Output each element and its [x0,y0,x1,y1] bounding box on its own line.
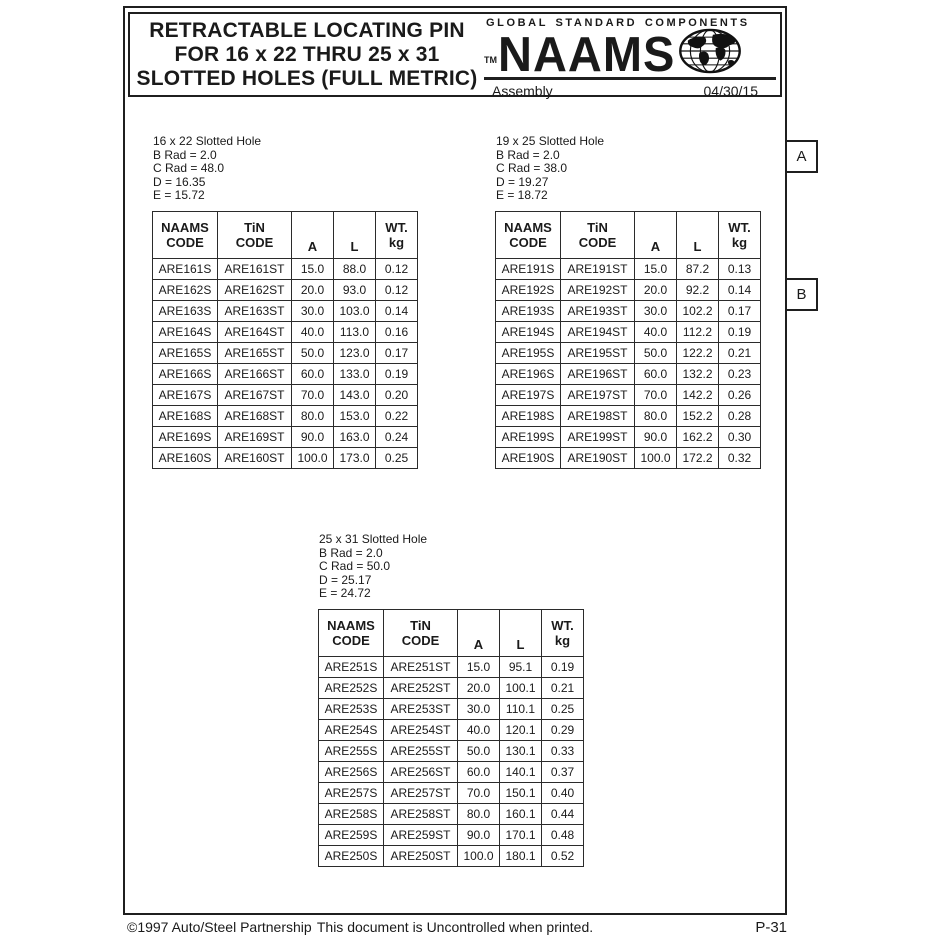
table-cell: 60.0 [635,363,677,384]
table-cell: ARE256ST [384,761,458,782]
table-cell: ARE161ST [218,258,292,279]
table-row [496,279,761,300]
text-line: C Rad = 38.0 [496,161,568,175]
table-cell: 170.1 [500,824,542,845]
zone-marker-a-label: A [796,148,807,165]
hole-spec-info [153,135,418,203]
table-cell: ARE255S [319,740,384,761]
table-row [496,426,761,447]
globe-icon [678,28,742,74]
table-cell: ARE163ST [218,300,292,321]
table-cell: 0.13 [719,258,761,279]
table-cell: ARE250S [319,845,384,866]
table-cell: ARE164ST [218,321,292,342]
table-cell: 60.0 [292,363,334,384]
table-row [496,363,761,384]
column-header-tin-code: TiN CODE [384,609,458,656]
table-cell: 95.1 [500,656,542,677]
table-cell: ARE252ST [384,677,458,698]
table-cell: 0.19 [542,656,584,677]
table-row [496,321,761,342]
header-row [153,211,418,258]
column-header-l: L [500,609,542,656]
table-cell: 40.0 [292,321,334,342]
table-cell: ARE160ST [218,447,292,468]
table-cell: 0.19 [719,321,761,342]
table-row [153,405,418,426]
table-row [319,677,584,698]
trademark-symbol: TM [484,55,497,65]
table-cell: 0.52 [542,845,584,866]
table-row [496,405,761,426]
text-line: B Rad = 2.0 [153,147,217,162]
table-cell: 160.1 [500,803,542,824]
table-cell: ARE166ST [218,363,292,384]
table-cell: ARE165ST [218,342,292,363]
table-cell: 80.0 [458,803,500,824]
table-cell: 150.1 [500,782,542,803]
table-cell: 40.0 [635,321,677,342]
uncontrolled-notice: This document is Uncontrolled when printed. [316,919,594,935]
column-header-a: A [635,211,677,258]
table-row [153,321,418,342]
table-cell: 87.2 [677,258,719,279]
table-row [319,761,584,782]
table-cell: 20.0 [458,677,500,698]
column-header-wt: WT. kg [542,609,584,656]
table-cell: 102.2 [677,300,719,321]
table-cell: ARE192S [496,279,561,300]
table-cell: ARE258S [319,803,384,824]
table-cell: 0.40 [542,782,584,803]
table-cell: 15.0 [458,656,500,677]
table-cell: 30.0 [292,300,334,321]
assembly-label: Assembly [492,83,553,99]
table-row [319,719,584,740]
table-cell: ARE258ST [384,803,458,824]
table-cell: 0.17 [719,300,761,321]
table-cell: ARE169S [153,426,218,447]
brand-subrow [484,80,776,99]
table-row [496,384,761,405]
table-row [153,279,418,300]
zone-marker-b [785,278,818,311]
table-cell: 0.21 [719,342,761,363]
column-header-tin-code: TiN CODE [561,211,635,258]
table-cell: 30.0 [635,300,677,321]
text-line: RETRACTABLE LOCATING PIN [149,18,465,42]
table-row [153,258,418,279]
table-cell: ARE257S [319,782,384,803]
text-line: SLOTTED HOLES (FULL METRIC) [136,66,478,90]
hole-spec-info [319,533,584,601]
table-row [153,426,418,447]
table-cell: 152.2 [677,405,719,426]
table-cell: 90.0 [292,426,334,447]
table-cell: ARE196S [496,363,561,384]
text-line: B Rad = 2.0 [319,545,383,560]
table-cell: ARE253S [319,698,384,719]
table-cell: 20.0 [635,279,677,300]
table-cell: ARE194S [496,321,561,342]
table-cell: ARE256S [319,761,384,782]
table-cell: 92.2 [677,279,719,300]
brand-row [484,25,776,82]
column-header-l: L [334,211,376,258]
table-cell: 80.0 [635,405,677,426]
table-cell: 15.0 [292,258,334,279]
table-row [319,824,584,845]
column-header-l: L [677,211,719,258]
table-cell: ARE259ST [384,824,458,845]
text-line: C Rad = 50.0 [319,559,391,573]
table-row [319,782,584,803]
document-header [128,12,782,97]
table-cell: 50.0 [635,342,677,363]
document-border [123,6,787,915]
table-cell: 50.0 [458,740,500,761]
brand-name: NAAMS [498,25,676,82]
zone-marker-b-label: B [796,286,807,303]
table-cell: 100.0 [635,447,677,468]
table-cell: 70.0 [458,782,500,803]
table-cell: ARE162ST [218,279,292,300]
table-cell: 180.1 [500,845,542,866]
table-row [496,342,761,363]
spec-table-19x25 [495,211,761,469]
table-cell: ARE192ST [561,279,635,300]
table-cell: ARE199ST [561,426,635,447]
table-cell: 0.33 [542,740,584,761]
table-cell: 0.28 [719,405,761,426]
text-line: D = 19.27 [496,174,549,189]
table-cell: ARE193ST [561,300,635,321]
table-row [496,447,761,468]
table-cell: 0.44 [542,803,584,824]
text-line: E = 18.72 [496,188,548,202]
table-cell: ARE169ST [218,426,292,447]
table-row [153,384,418,405]
copyright-text: ©1997 Auto/Steel Partnership [127,919,312,935]
table-cell: ARE193S [496,300,561,321]
table-cell: 0.16 [376,321,418,342]
page-title [130,14,484,95]
section-25x31 [318,533,584,867]
brand-tagline: GLOBAL STANDARD COMPONENTS [486,17,750,29]
table-cell: 0.20 [376,384,418,405]
text-line: B Rad = 2.0 [496,147,560,162]
table-cell: 153.0 [334,405,376,426]
revision-date: 04/30/15 [703,83,758,99]
table-cell: 0.12 [376,258,418,279]
table-cell: 172.2 [677,447,719,468]
table-cell: 173.0 [334,447,376,468]
table-row [496,258,761,279]
table-cell: 0.37 [542,761,584,782]
table-cell: ARE190S [496,447,561,468]
text-line: 16 x 22 Slotted Hole [153,134,262,148]
table-cell: 20.0 [292,279,334,300]
table-cell: ARE165S [153,342,218,363]
column-header-naams-code: NAAMS CODE [153,211,218,258]
table-row [153,447,418,468]
table-cell: ARE254S [319,719,384,740]
table-cell: 0.25 [376,447,418,468]
table-cell: ARE168ST [218,405,292,426]
table-cell: ARE257ST [384,782,458,803]
table-cell: ARE198ST [561,405,635,426]
table-row [319,656,584,677]
table-cell: 142.2 [677,384,719,405]
table-cell: ARE160S [153,447,218,468]
table-cell: 0.32 [719,447,761,468]
table-cell: ARE164S [153,321,218,342]
table-cell: 163.0 [334,426,376,447]
table-cell: 100.0 [292,447,334,468]
table-cell: ARE168S [153,405,218,426]
table-cell: 0.25 [542,698,584,719]
hole-spec-info [496,135,761,203]
table-row [319,698,584,719]
table-cell: 0.12 [376,279,418,300]
table-cell: ARE252S [319,677,384,698]
table-row [153,342,418,363]
table-cell: ARE195ST [561,342,635,363]
spec-table-25x31 [318,609,584,867]
table-cell: 0.14 [719,279,761,300]
column-header-naams-code: NAAMS CODE [496,211,561,258]
table-cell: 143.0 [334,384,376,405]
table-cell: 110.1 [500,698,542,719]
table-cell: 0.17 [376,342,418,363]
table-cell: ARE163S [153,300,218,321]
table-cell: 0.24 [376,426,418,447]
table-cell: 90.0 [458,824,500,845]
table-cell: 0.19 [376,363,418,384]
table-cell: ARE196ST [561,363,635,384]
table-cell: 130.1 [500,740,542,761]
column-header-tin-code: TiN CODE [218,211,292,258]
table-cell: 162.2 [677,426,719,447]
table-cell: ARE191ST [561,258,635,279]
table-cell: ARE251ST [384,656,458,677]
table-cell: 80.0 [292,405,334,426]
table-cell: 60.0 [458,761,500,782]
table-cell: 15.0 [635,258,677,279]
table-row [319,740,584,761]
table-cell: ARE191S [496,258,561,279]
table-cell: 40.0 [458,719,500,740]
table-cell: 88.0 [334,258,376,279]
table-cell: 70.0 [292,384,334,405]
table-cell: 113.0 [334,321,376,342]
table-cell: ARE162S [153,279,218,300]
text-line: FOR 16 x 22 THRU 25 x 31 [174,42,440,66]
table-cell: 70.0 [635,384,677,405]
table-row [153,363,418,384]
table-cell: 90.0 [635,426,677,447]
table-cell: ARE253ST [384,698,458,719]
table-cell: 0.30 [719,426,761,447]
column-header-wt: WT. kg [719,211,761,258]
table-cell: 0.48 [542,824,584,845]
text-line: C Rad = 48.0 [153,161,225,175]
page-number: P-31 [755,919,787,936]
section-19x25 [495,135,761,469]
section-16x22 [152,135,418,469]
table-cell: ARE161S [153,258,218,279]
table-cell: 140.1 [500,761,542,782]
text-line: 25 x 31 Slotted Hole [319,532,428,546]
table-cell: 30.0 [458,698,500,719]
table-row [153,300,418,321]
table-cell: 93.0 [334,279,376,300]
table-cell: 103.0 [334,300,376,321]
table-cell: 100.0 [458,845,500,866]
table-cell: 100.1 [500,677,542,698]
table-cell: ARE195S [496,342,561,363]
text-line: E = 15.72 [153,188,205,202]
table-cell: ARE190ST [561,447,635,468]
table-cell: ARE259S [319,824,384,845]
table-cell: ARE197ST [561,384,635,405]
spec-table-16x22 [152,211,418,469]
table-row [496,300,761,321]
table-row [319,845,584,866]
text-line: D = 16.35 [153,174,206,189]
table-cell: 112.2 [677,321,719,342]
table-row [319,803,584,824]
naams-logo-block [484,14,780,99]
table-cell: ARE255ST [384,740,458,761]
header-row [496,211,761,258]
table-cell: ARE198S [496,405,561,426]
column-header-a: A [458,609,500,656]
text-line: D = 25.17 [319,572,372,587]
table-cell: 123.0 [334,342,376,363]
table-cell: 0.23 [719,363,761,384]
header-row [319,609,584,656]
table-cell: ARE199S [496,426,561,447]
table-cell: ARE250ST [384,845,458,866]
table-cell: 0.21 [542,677,584,698]
column-header-a: A [292,211,334,258]
table-cell: 0.26 [719,384,761,405]
table-cell: 50.0 [292,342,334,363]
table-cell: ARE197S [496,384,561,405]
table-cell: ARE167S [153,384,218,405]
text-line: 19 x 25 Slotted Hole [496,134,605,148]
text-line: E = 24.72 [319,586,371,600]
column-header-wt: WT. kg [376,211,418,258]
table-cell: 0.22 [376,405,418,426]
table-cell: 120.1 [500,719,542,740]
column-header-naams-code: NAAMS CODE [319,609,384,656]
table-cell: ARE251S [319,656,384,677]
table-cell: ARE167ST [218,384,292,405]
table-cell: 133.0 [334,363,376,384]
table-cell: 0.14 [376,300,418,321]
zone-marker-a [785,140,818,173]
table-cell: ARE194ST [561,321,635,342]
table-cell: ARE254ST [384,719,458,740]
table-cell: 0.29 [542,719,584,740]
table-cell: 132.2 [677,363,719,384]
table-cell: 122.2 [677,342,719,363]
table-cell: ARE166S [153,363,218,384]
